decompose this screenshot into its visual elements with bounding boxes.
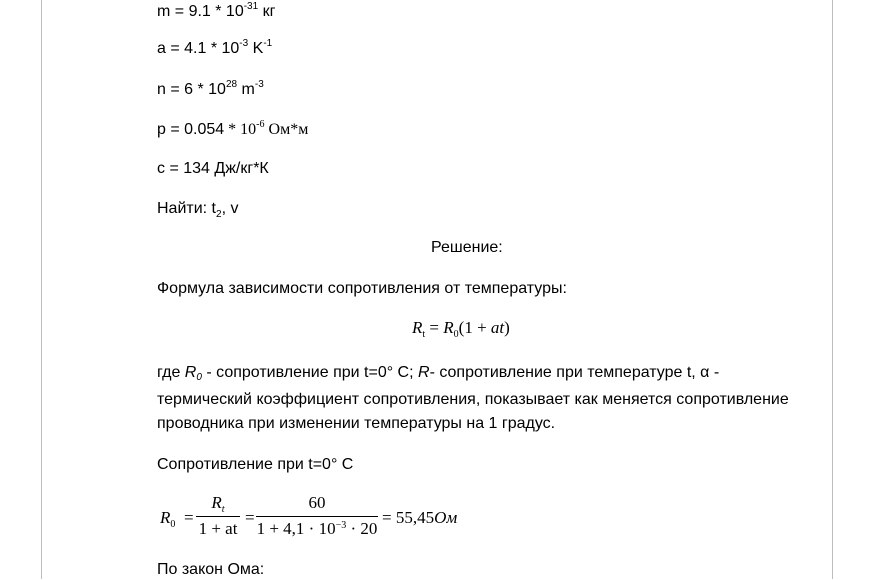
- given-heat-capacity: c = 134 Дж/кг*К: [157, 160, 269, 177]
- page-right-edge: [832, 0, 833, 579]
- given-mass: $m = 9.1 * 10^{-31}$ кг: [157, 1, 276, 20]
- given-concentration: $n = 6 * 10^{28}$ $m^{-3}$: [157, 79, 264, 98]
- formula-intro: Формула зависимости сопротивления от температуры:: [157, 280, 567, 297]
- find-line: Найти: $t_2$, v: [157, 200, 239, 220]
- calc-fraction-2: 60 $1 + 4,1 \cdot 10^{-3} \cdot 20$: [256, 493, 378, 538]
- calc-eq1: =: [184, 508, 194, 527]
- temperature-formula: $R_t = R_0(1 + at)$: [412, 318, 510, 340]
- ohm-intro: По закон Ома:: [157, 561, 265, 578]
- given-alpha: $a = 4.1 * 10^{-3}$ $K^{-1}$: [157, 38, 273, 57]
- r0-intro: Сопротивление при t=0° С: [157, 456, 354, 473]
- explanation-paragraph: где $R_0$ - сопротивление при t=0° С; R- сопротивление при температуре t, α - термический коэффициент сопротивления, показывает как меняется сопротивление проводника при изменении температуры на 1 градус.: [157, 364, 789, 432]
- calc-lhs: $R_0$: [160, 508, 176, 530]
- calc-eq2: =: [245, 508, 255, 527]
- calc-fraction-1: $R_t$ 1 + at: [196, 493, 240, 539]
- given-resistivity: $p = 0.054 * 10^{-6}$ Ом*м: [157, 119, 309, 138]
- page-left-edge: [41, 0, 42, 579]
- solution-heading: Решение:: [431, 239, 503, 256]
- calc-result: = 55,45Ом: [382, 508, 458, 527]
